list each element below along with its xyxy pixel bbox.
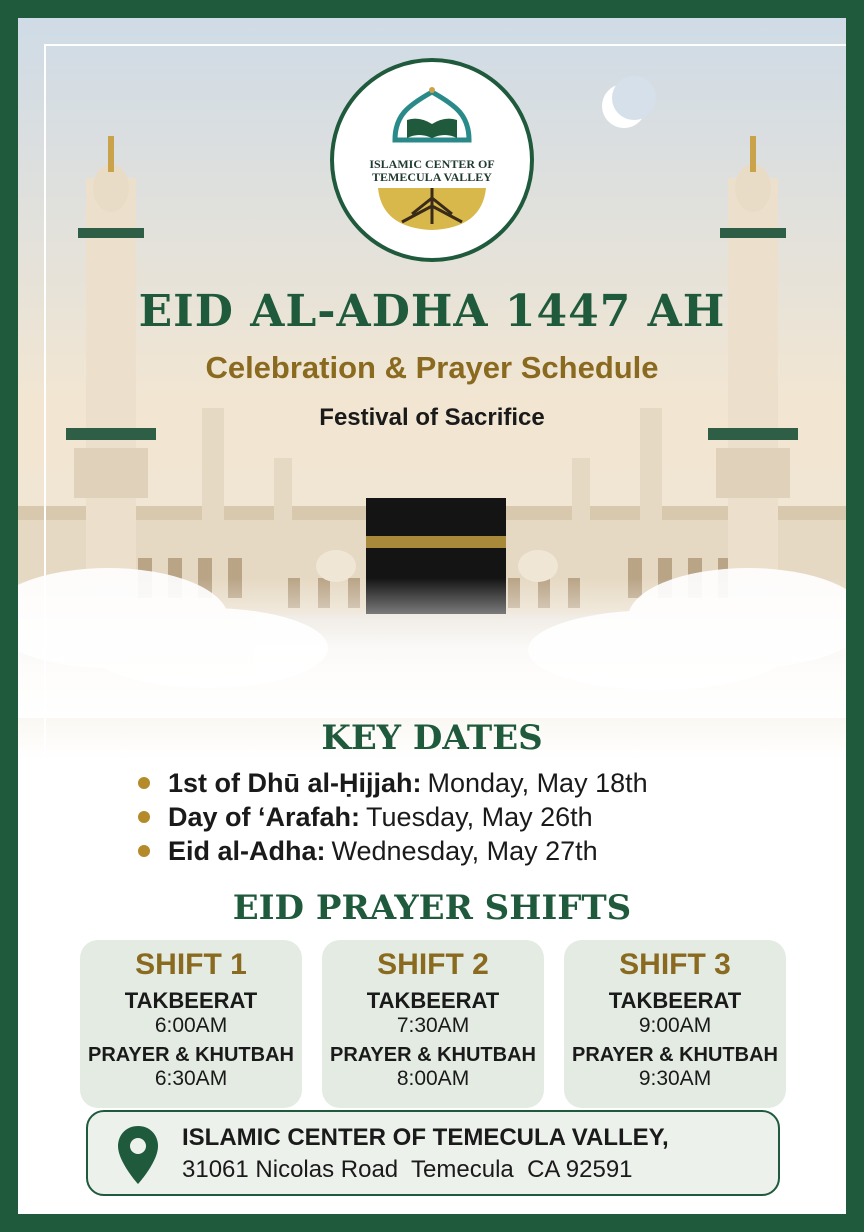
logo [330,58,534,262]
logo-line1: ISLAMIC CENTER OF [369,157,495,171]
date-label: Day of ‘Arafah: [168,801,361,832]
bullet-icon [138,777,150,789]
date-label: 1st of Dhū al-Ḥijjah: [168,767,422,798]
shift-name: SHIFT 3 [619,948,731,981]
takbeerat-time: 9:00AM [638,1014,712,1037]
prayer-time: 8:00AM [396,1067,470,1090]
prayer-time: 9:30AM [638,1067,712,1090]
list-item [138,800,648,834]
key-dates-title: KEY DATES [321,718,543,758]
tree-roots-icon [372,184,492,234]
bullet-icon [138,845,150,857]
shift-name: SHIFT 1 [135,948,247,981]
takbeerat-label: TAKBEERAT [124,988,258,1013]
key-dates-list [138,766,648,868]
prayer-label: PRAYER & KHUTBAH [88,1044,294,1066]
poster [18,18,846,1214]
event-tagline: Festival of Sacrifice [319,404,545,431]
date-value: Wednesday, May 27th [331,835,598,866]
takbeerat-label: TAKBEERAT [366,988,500,1013]
date-label: Eid al-Adha: [168,835,326,866]
date-value: Tuesday, May 26th [366,801,593,832]
shift-card-2 [322,940,544,1108]
bullet-icon [138,811,150,823]
shift-card-3 [564,940,786,1108]
logo-text [369,158,494,184]
address-name: ISLAMIC CENTER OF TEMECULA VALLEY, [182,1124,669,1151]
location-pin-icon [116,1124,160,1186]
prayer-shifts-title: EID PRAYER SHIFTS [232,888,632,928]
shift-cards [80,940,786,1108]
book-dome-icon [377,86,487,156]
list-item [138,766,648,800]
event-subtitle: Celebration & Prayer Schedule [205,350,659,385]
shift-card-1 [80,940,302,1108]
address-street: 31061 Nicolas Road Temecula CA 92591 [182,1156,633,1183]
event-title: EID AL-ADHA 1447 AH [138,286,726,337]
shift-name: SHIFT 2 [377,948,489,981]
prayer-time: 6:30AM [154,1067,228,1090]
list-item [138,834,648,868]
takbeerat-time: 6:00AM [154,1014,228,1037]
address-box [86,1110,780,1196]
prayer-label: PRAYER & KHUTBAH [572,1044,778,1066]
prayer-label: PRAYER & KHUTBAH [330,1044,536,1066]
takbeerat-time: 7:30AM [396,1014,470,1037]
date-value: Monday, May 18th [427,767,648,798]
takbeerat-label: TAKBEERAT [608,988,742,1013]
logo-line2: TEMECULA VALLEY [372,170,492,184]
